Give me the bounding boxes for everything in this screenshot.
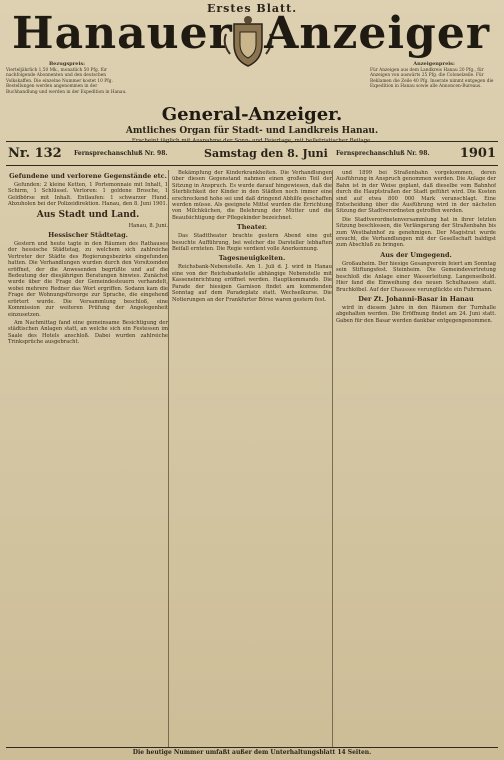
column-divider — [332, 170, 333, 748]
article-text: Das Stadttheater brachte gestern Abend eine gut besuchte Aufführung, bei welcher die Darsteller lebhaften Beifall ernteten. Die Regie verdient volle Anerkennung. — [172, 233, 332, 253]
column-divider — [168, 170, 169, 748]
article-text: Großauheim. Der hiesige Gesangverein feiert am Sonntag sein Stiftungsfest. Steinheim. Die Gemeindevertretung beschloß die Anlage einer Wasserleitung. Langenselbold. Hier fand die Einweihung des neuen Schulhauses statt. Bruchköbel. Auf der Chaussee verunglückte ein Fuhrmann. — [336, 260, 496, 293]
city-news-heading: Aus Stadt und Land. — [36, 209, 140, 220]
dateline: Hanau, 8. Juni. — [128, 222, 168, 229]
ad-price-title: Anzeigenpreis: — [413, 61, 455, 67]
city-assembly-heading: Hessischer Städtetag. — [48, 231, 128, 240]
found-items-text: Gefunden: 2 kleine Ketten, 1 Portemonnaie mit Inhalt, 1 Schirm, 1 Schlüssel. Verloren: 1 goldene Brosche, 1 Geldbörse mit Inhalt. Entlaufen: 1 schwarzer Hund. Abzuholen bei der Polizeidirektion. Hanau, den 8. Juni 1901. — [8, 182, 168, 208]
column-3 — [336, 170, 496, 748]
issue-date: Samstag den 8. Juni — [204, 147, 328, 160]
issue-number: Nr. 132 — [8, 146, 62, 161]
subscription-text: Vierteljährlich 1,50 Mk., monatlich 50 Pfg. für nachfolgende Abonnenten und den deutschen Volkskaffen. Die einzelne Nummer kostet 10 Pfg. Bestellungen werden angenommen in der Buchhandlung und werden in der Expedition in Hanau. — [6, 67, 127, 95]
divider-footer — [6, 747, 498, 748]
subscription-box — [6, 62, 128, 96]
article-text: Reichsbank-Nebenstelle. Am 1. Juli d. J. wird in Hanau eine von der Reichsbankstelle abhängige Nebenstelle mit Kasseneinrichtung eröffnet werden. Hauptkommando. Die Parade der hiesigen Garnison findet am kommenden Sonntag auf dem Paradeplatz statt. Wechselkurse. Die Notierungen an der Frankfurter Börse waren gestern fest. — [172, 264, 332, 303]
article-text: wird in diesem Jahre in den Räumen der Turnhalle abgehalten werden. Die Eröffnung findet am 24. Juni statt. Gaben für den Basar werden dankbar entgegengenommen. — [336, 304, 496, 324]
article-text: Am Nachmittag fand eine gemeinsame Besichtigung der städtischen Anlagen statt, an welche sich ein Festessen im Saale des Hotels anschloß. Dabei wurden zahlreiche Trinksprüche ausgebracht. — [8, 319, 168, 346]
found-items-heading: Gefundene und verlorene Gegenstände etc. — [9, 172, 167, 180]
issue-year: 1901 — [459, 146, 496, 161]
column-1 — [8, 170, 168, 748]
footer-note: Die heutige Nummer umfaßt außer dem Unterhaltungsblatt 14 Seiten. — [132, 749, 372, 756]
divider-bottom — [6, 165, 498, 166]
article-text: Gestern und heute tagte in den Räumen des Rathauses der hessische Städtetag, zu welchem sich zahlreiche Vertreter der Städte des Regierungsbezirks eingefunden hatten. Die Verhandlungen wurden durch den Vorsitzenden eröffnet, der die Anwesenden begrüßte und auf die Bedeutung der diesjährigen Beratungen hinwies. Zunächst wurde über die Frage der Gemeindesteuern verhandelt, wobei mehrere Redner das Wort ergriffen. Sodann kam die Frage der Wohnungsfürsorge zur Sprache, die eingehend erörtert wurde. Die Versammlung beschloß, eine Kommission zur weiteren Prüfung der Angelegenheit einzusetzen. — [8, 241, 168, 318]
article-text: Die Stadtverordnetenversammlung hat in ihrer letzten Sitzung beschlossen, die Verlängerung der Straßenbahn bis zum Westbahnhof zu genehmigen. Der Magistrat wurde ersucht, die Verhandlungen mit der Gesellschaft baldigst zum Abschluß zu bringen. — [336, 216, 496, 249]
article-text: und 1899 bei Straßenbahn vorgekommen, deren Ausführung in Anspruch genommen werden. Die Anlage der Bahn ist in der Weise geplant, daß dieselbe vom Bahnhof durch die Hauptstraßen der Stadt geführt wird. Die Kosten sind auf etwa 800 000 Mark veranschlagt. Eine Entscheidung über die Ausführung wird in der nächsten Sitzung der Stadtverordneten getroffen werden. — [336, 170, 496, 215]
region-heading: Aus der Umgegend. — [380, 250, 452, 259]
bazaar-heading: Der Zt. Johanni-Basar in Hanau — [358, 294, 474, 303]
subtitle: General-Anzeiger. — [161, 104, 343, 125]
ad-price-box — [370, 62, 498, 90]
article-text: Bekämpfung der Kinderkrankheiten. Die Verhandlungen über diesen Gegenstand nahmen einen großen Teil der Sitzung in Anspruch. Es wurde darauf hingewiesen, daß die Sterblichkeit der Kinder in den Städten noch immer eine erschreckend hohe sei und daß dringend Abhilfe geschaffen werden müsse. Als geeignete Mittel wurden die Errichtung von Milchküchen, die Belehrung der Mütter und die Beaufsichtigung der Pflegekinder bezeichnet. — [172, 170, 332, 221]
issue-info-bar — [6, 142, 498, 164]
edition-label: Erstes Blatt. — [206, 2, 298, 15]
phone-left: Fernsprechanschluß Nr. 98. — [74, 150, 168, 157]
masthead-hanauer: Hanauer — [12, 8, 233, 59]
column-2 — [172, 170, 332, 748]
subscription-title: Bezugspreis: — [48, 61, 86, 67]
daily-news-heading: Tagesneuigkeiten. — [218, 254, 286, 263]
masthead-anzeiger: Anzeiger — [264, 8, 490, 59]
official-organ-line: Amtliches Organ für Stadt- und Landkreis Hanau. — [125, 126, 379, 136]
ad-price-text: Für Anzeigen aus dem Landkreis Hanau 20 Pfg., für Anzeigen von auswärts 25 Pfg. die Colonelzeile. Für Reklamen die Zeile 40 Pfg. Inserate nimmt entgegen die Expedition in Hanau sowie alle Annoncen-Bureaus. — [370, 67, 494, 90]
theater-heading: Theater. — [236, 223, 268, 232]
phone-right: Fernsprechanschluß Nr. 98. — [336, 150, 430, 157]
